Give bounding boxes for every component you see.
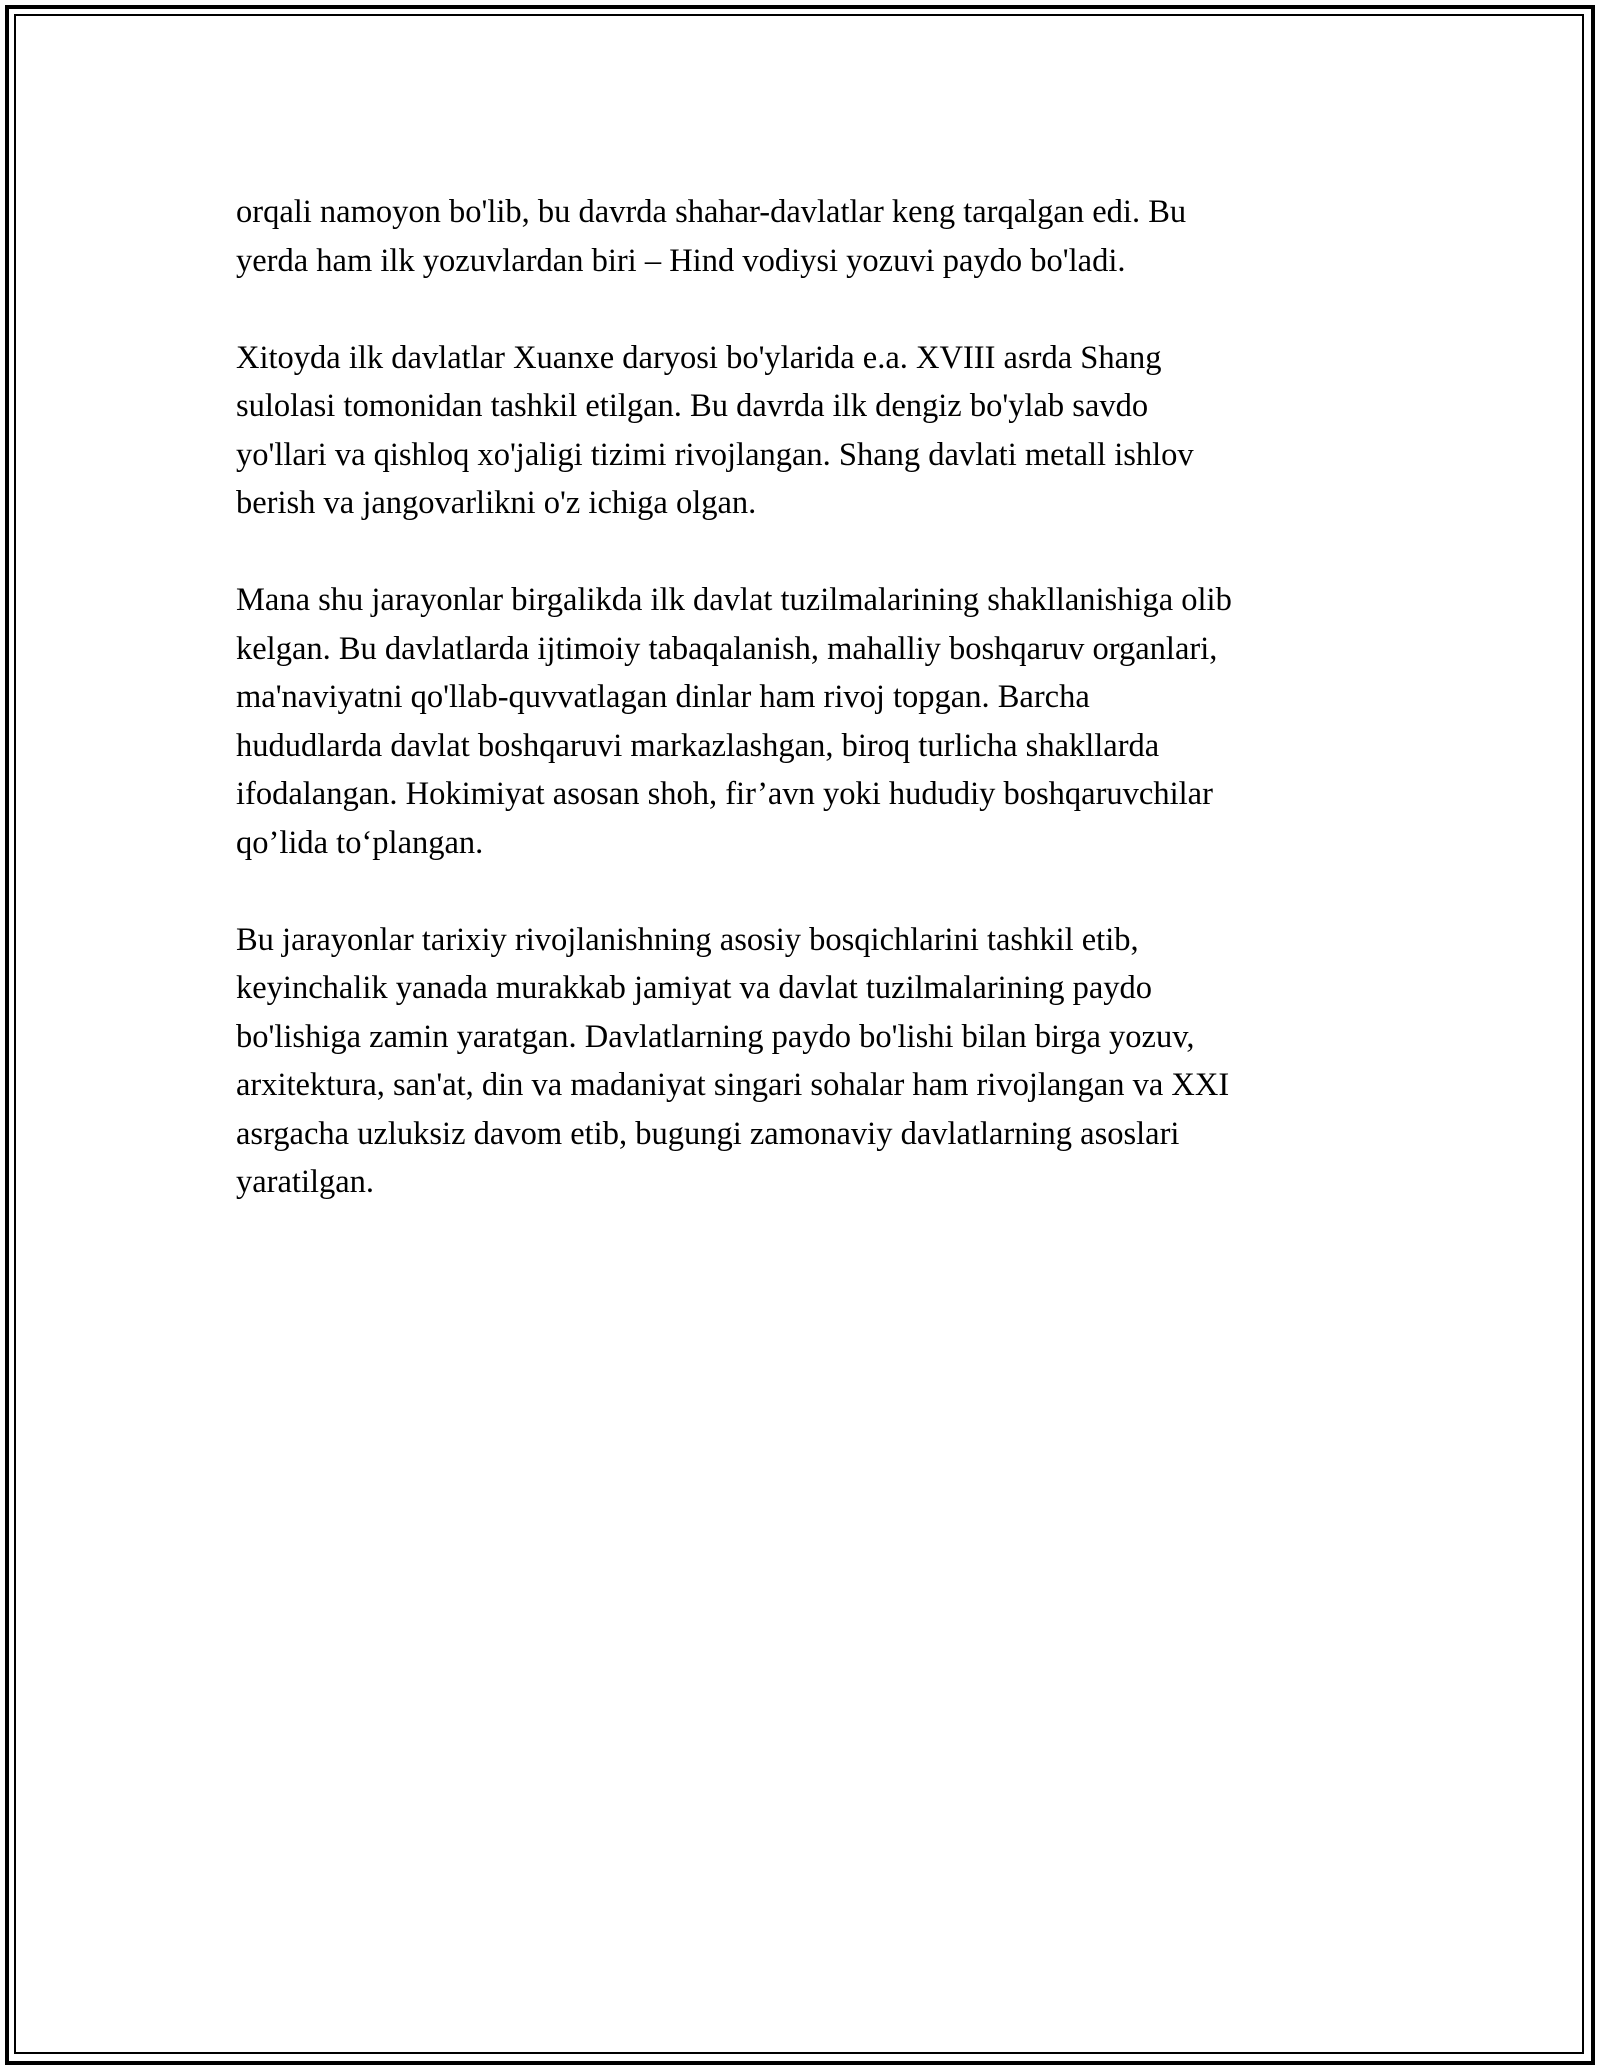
paragraph-1: orqali namoyon bo'lib, bu davrda shahar-davlatlar keng tarqalgan edi. Bu yerda ham ilk yozuvlardan biri – Hind vodiysi yozuvi paydo bo'ladi.	[236, 194, 1187, 279]
paragraph-4: Bu jarayonlar tarixiy rivojlanishning asosiy bosqichlarini tashkil etib, keyinchalik yanada murakkab jamiyat va davlat tuzilmalarining paydo bo'lishiga zamin yaratgan. Davlatlarning paydo bo'lishi bilan birga yozuv, arxitektura, san'at, din va madaniyat singari sohalar ham rivojlangan va XXI asrgacha uzluksiz davom etib, bugungi zamonaviy davlatlarning asoslari yaratilgan.	[236, 921, 1230, 1200]
paragraph-2: Xitoyda ilk davlatlar Xuanxe daryosi bo'ylarida e.a. XVIII asrda Shang sulolasi tomonidan tashkil etilgan. Bu davrda ilk dengiz bo'ylab savdo yo'llari va qishloq xo'jaligi tizimi rivojlangan. Shang davlati metall ishlov berish va jangovarlikni o'z ichiga olgan.	[236, 339, 1194, 521]
document-body	[236, 188, 1376, 1255]
paragraph-3: Mana shu jarayonlar birgalikda ilk davlat tuzilmalarining shakllanishiga olib kelgan. Bu davlatlarda ijtimoiy tabaqalanish, mahalliy boshqaruv organlari, ma'naviyatni qo'llab-quvvatlagan dinlar ham rivoj topgan. Barcha hududlarda davlat boshqaruvi markazlashgan, biroq turlicha shakllarda ifodalangan. Hokimiyat asosan shoh, fir’avn yoki hududiy boshqaruvchilar qo’lida to‘plangan.	[236, 582, 1232, 861]
